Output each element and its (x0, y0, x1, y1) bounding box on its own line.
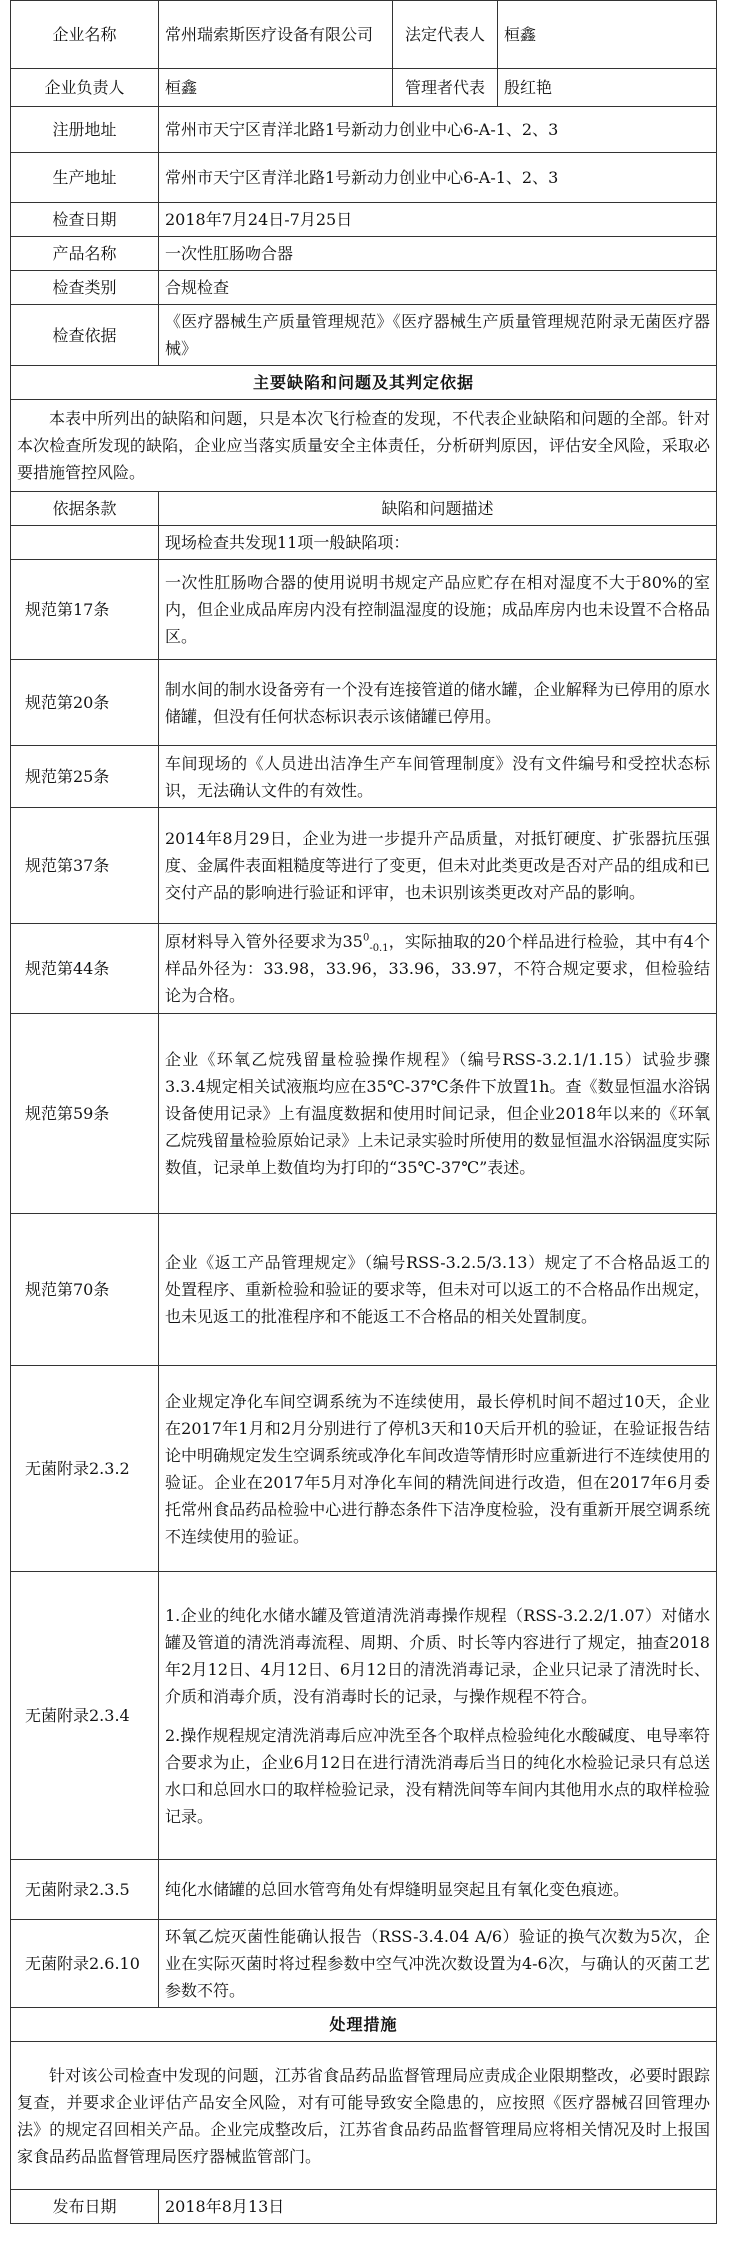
defect-row (11, 1366, 717, 1572)
defect-desc-pre: 原材料导入管外径要求为35 (165, 932, 363, 951)
defect-basis: 规范第20条 (11, 660, 159, 746)
prod-address: 常州市天宁区青洋北路1号新动力创业中心6-A-1、2、3 (159, 153, 717, 203)
date-row (11, 203, 717, 237)
measures-text: 针对该公司检查中发现的问题，江苏省食品药品监督管理局应责成企业限期整改，必要时跟踪复查，并要求企业评估产品安全风险，对有可能导致安全隐患的，应按照《医疗器械召回管理办法》的规定召回相关产品。企业完成整改后，江苏省食品药品监督管理局应将相关情况及时上报国家食品药品监督管理局医疗器械监管部门。 (11, 2042, 717, 2190)
inspection-basis: 《医疗器械生产质量管理规范》《医疗器械生产质量管理规范附录无菌医疗器械》 (159, 305, 717, 366)
measures-section-title: 处理措施 (11, 2008, 717, 2042)
defect-desc: 企业规定净化车间空调系统为不连续使用，最长停机时间不超过10天，企业在2017年1月和2月分别进行了停机3天和10天后开机的验证，在验证报告结论中明确规定发生空调系统或净化车间改造等情形时应重新进行不连续使用的验证。企业在2017年5月对净化车间的精洗间进行改造，但在2017年6月委托常州食品药品检验中心进行静态条件下洁净度检验，没有重新开展空调系统不连续使用的验证。 (159, 1366, 717, 1572)
inspection-date-label: 检查日期 (11, 203, 159, 237)
publish-date: 2018年8月13日 (159, 2190, 717, 2224)
defect-desc (159, 1572, 717, 1860)
basis-row (11, 305, 717, 366)
manager-rep-label: 管理者代表 (393, 69, 498, 107)
publish-row (11, 2190, 717, 2224)
product-row (11, 237, 717, 271)
defect-desc: 车间现场的《人员进出洁净生产车间管理制度》没有文件编号和受控状态标识，无法确认文件的有效性。 (159, 746, 717, 808)
company-head-label: 企业负责人 (11, 69, 159, 107)
defect-desc (159, 924, 717, 1014)
defect-basis: 规范第37条 (11, 808, 159, 924)
empty-cell (11, 526, 159, 560)
report-table (10, 0, 717, 2224)
defect-desc: 制水间的制水设备旁有一个没有连接管道的储水罐，企业解释为已停用的原水储罐，但没有任何状态标识表示该储罐已停用。 (159, 660, 717, 746)
defect-basis: 规范第59条 (11, 1014, 159, 1214)
reg-address-row (11, 107, 717, 153)
defect-desc: 纯化水储罐的总回水管弯角处有焊缝明显突起且有氧化变色痕迹。 (159, 1860, 717, 1920)
publish-date-label: 发布日期 (11, 2190, 159, 2224)
basis-label: 检查依据 (11, 305, 159, 366)
defect-row (11, 924, 717, 1014)
defect-row (11, 808, 717, 924)
defects-header-row (11, 492, 717, 526)
measures-text-row (11, 2042, 717, 2190)
reg-address: 常州市天宁区青洋北路1号新动力创业中心6-A-1、2、3 (159, 107, 717, 153)
defects-title-row (11, 366, 717, 400)
tolerance-lower: -0.1 (369, 943, 389, 955)
legal-rep-label: 法定代表人 (393, 1, 498, 69)
tolerance-upper: 0 (362, 932, 370, 944)
defect-desc: 2014年8月29日，企业为进一步提升产品质量，对抵钉硬度、扩张器抗压强度、金属件表面粗糙度等进行了变更，但未对此类更改是否对产品的组成和已交付产品的影响进行验证和评审，也未识别该类更改对产品的影响。 (159, 808, 717, 924)
defects-section-title: 主要缺陷和问题及其判定依据 (11, 366, 717, 400)
defect-item: 2.操作规程规定清洗消毒后应冲洗至各个取样点检验纯化水酸碱度、电导率符合要求为止，企业6月12日在进行清洗消毒后当日的纯化水检验记录只有总送水口和总回水口的取样检验记录，没有精洗间等车间内其他用水点的取样检验记录。 (165, 1725, 710, 1826)
defect-desc: 环氧乙烷灭菌性能确认报告（RSS-3.4.04 A/6）验证的换气次数为5次，企业在实际灭菌时将过程参数中空气冲洗次数设置为4-6次，与确认的灭菌工艺参数不符。 (159, 1920, 717, 2008)
column-header-desc: 缺陷和问题描述 (159, 492, 717, 526)
category-row (11, 271, 717, 305)
defect-desc: 一次性肛肠吻合器的使用说明书规定产品应贮存在相对湿度不大于80%的室内，但企业成品库房内没有控制温湿度的设施；成品库房内也未设置不合格品区。 (159, 560, 717, 660)
manager-rep: 殷红艳 (498, 69, 717, 107)
defect-row (11, 1214, 717, 1366)
defect-desc: 企业《返工产品管理规定》（编号RSS-3.2.5/3.13）规定了不合格品返工的处置程序、重新检验和验证的要求等，但未对可以返工的不合格品作出规定，也未见返工的批准程序和不能返工不合格品的相关处置制度。 (159, 1214, 717, 1366)
prod-address-row (11, 153, 717, 203)
defect-desc: 企业《环氧乙烷残留量检验操作规程》（编号RSS-3.2.1/1.15）试验步骤3.3.4规定相关试液瓶均应在35℃-37℃条件下放置1h。查《数显恒温水浴锅设备使用记录》上有温度数据和使用时间记录，但企业2018年以来的《环氧乙烷残留量检验原始记录》上未记录实验时所使用的数显恒温水浴锅温度实际数值，记录单上数值均为打印的“35℃-37℃”表述。 (159, 1014, 717, 1214)
reg-address-label: 注册地址 (11, 107, 159, 153)
product-name: 一次性肛肠吻合器 (159, 237, 717, 271)
prod-address-label: 生产地址 (11, 153, 159, 203)
defects-intro: 本表中所列出的缺陷和问题，只是本次飞行检查的发现，不代表企业缺陷和问题的全部。针对本次检查所发现的缺陷，企业应当落实质量安全主体责任，分析研判原因，评估安全风险，采取必要措施管控风险。 (11, 400, 717, 492)
product-label: 产品名称 (11, 237, 159, 271)
measures-title-row (11, 2008, 717, 2042)
company-row (11, 1, 717, 69)
defect-row (11, 660, 717, 746)
defect-basis: 规范第44条 (11, 924, 159, 1014)
category: 合规检查 (159, 271, 717, 305)
defect-row (11, 1860, 717, 1920)
company-name-label: 企业名称 (11, 1, 159, 69)
defect-row (11, 746, 717, 808)
inspection-date: 2018年7月24日-7月25日 (159, 203, 717, 237)
defect-item: 1.企业的纯化水储水罐及管道清洗消毒操作规程（RSS-3.2.2/1.07）对储水罐及管道的清洗消毒流程、周期、介质、时长等内容进行了规定，抽查2018年2月12日、4月12日、6月12日的清洗消毒记录，企业只记录了清洗时长、介质和消毒介质，没有消毒时长的记录，与操作规程不符合。 (165, 1605, 710, 1706)
legal-rep: 桓鑫 (498, 1, 717, 69)
company-name: 常州瑞索斯医疗设备有限公司 (159, 1, 393, 69)
defect-row (11, 1014, 717, 1214)
category-label: 检查类别 (11, 271, 159, 305)
company-head: 桓鑫 (159, 69, 393, 107)
defect-basis: 规范第17条 (11, 560, 159, 660)
defect-basis: 无菌附录2.3.2 (11, 1366, 159, 1572)
inspection-report (10, 0, 716, 2224)
defect-basis: 无菌附录2.3.5 (11, 1860, 159, 1920)
defect-desc-post: ，实际抽取的20个样品进行检验，其中有4个样品外径为：33.98，33.96，33.96，33.97，不符合规定要求，但检验结论为合格。 (165, 932, 710, 1005)
defect-row (11, 1572, 717, 1860)
defect-basis: 规范第70条 (11, 1214, 159, 1366)
defects-summary: 现场检查共发现11项一般缺陷项： (159, 526, 717, 560)
column-header-basis: 依据条款 (11, 492, 159, 526)
defect-basis: 规范第25条 (11, 746, 159, 808)
defects-intro-row (11, 400, 717, 492)
head-row (11, 69, 717, 107)
defect-basis: 无菌附录2.3.4 (11, 1572, 159, 1860)
defect-row (11, 560, 717, 660)
defect-basis: 无菌附录2.6.10 (11, 1920, 159, 2008)
defects-summary-row (11, 526, 717, 560)
defect-row (11, 1920, 717, 2008)
